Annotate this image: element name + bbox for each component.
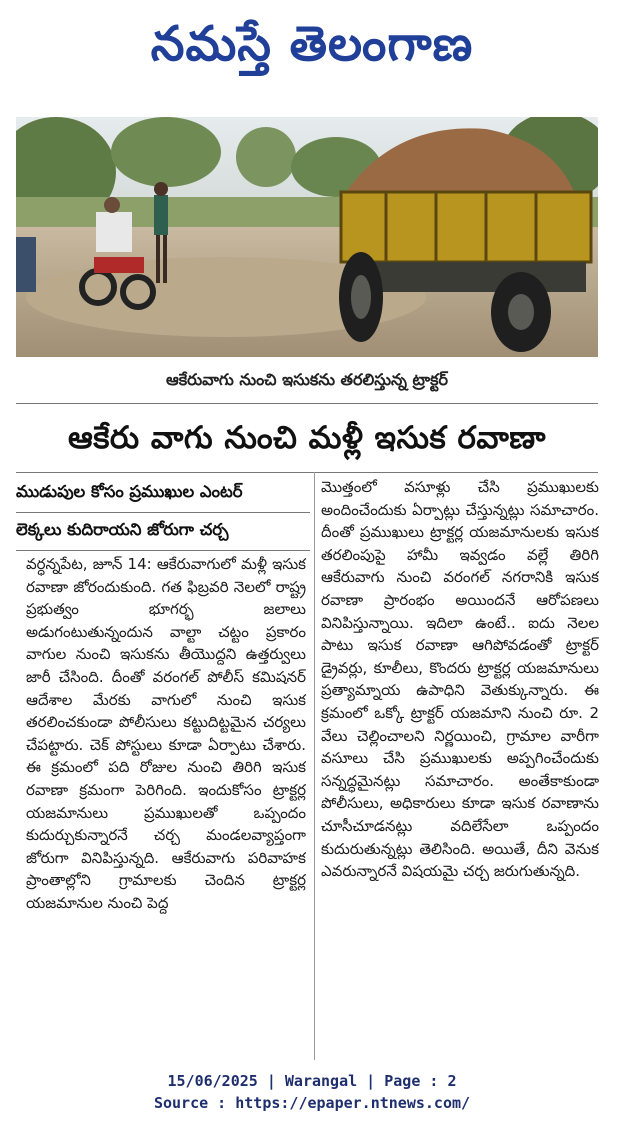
- footer-source-link[interactable]: Source : https://epaper.ntnews.com/: [153, 1094, 471, 1112]
- footer-date-edition: 15/06/2025 | Warangal | Page : 2: [167, 1072, 457, 1090]
- subhead-divider-2: [16, 550, 310, 551]
- article-column-2: [321, 476, 599, 1060]
- article-column-1: [26, 553, 306, 1061]
- article-subhead-2: లెక్కలు కుదిరాయని జోరుగా చర్చ: [16, 519, 229, 539]
- article-column-1-text: వర్ధన్నపేట, జూన్ 14: ఆకేరువాగులో మళ్లీ ఇసుక రవాణా జోరందుకుంది. గత ఫిబ్రవరి నెలలో రాష్ట్ర ప్రభుత్వం భూగర్భ జలాలు అడుగంటుతున్నందున వాల్టా చట్టం ప్రకారం వాగుల నుంచి ఇసుకను తీయొద్దని ఉత్తర్వులు జారీ చేసింది. దీంతో వరంగల్ పోలీస్ కమిషనర్ ఆదేశాల మేరకు వాగులో నుంచి ఇసుక తరలించకుండా పోలీసులు కట్టుదిట్టమైన చర్యలు చేపట్టారు. చెక్ పోస్టులు కూడా ఏర్పాటు చేశారు. ఈ క్రమంలో పది రోజుల నుంచి తిరిగి ఇసుక రవాణా క్రమంగా పెరిగింది. ఇందుకోసం ట్రాక్టర్ల యజమానులు ప్రముఖులతో ఒప్పందం కుదుర్చుకున్నారనే చర్చ మండలవ్యాప్తంగా జోరుగా వినిపిస్తున్నది. ఆకేరువాగు పరివాహక ప్రాంతాల్లోని గ్రామాలకు చెందిన ట్రాక్టర్ల యజమానుల నుంచి పెద్ద: [26, 555, 306, 912]
- tractor-photo-illustration: [16, 117, 598, 357]
- article-headline: ఆకేరు వాగు నుంచి మళ్లీ ఇసుక రవాణా: [68, 419, 546, 456]
- subhead-divider-1: [16, 512, 310, 513]
- headline-divider: [16, 472, 598, 473]
- masthead: [0, 4, 624, 96]
- article-subhead-1: ముడుపుల కోసం ప్రముఖుల ఎంటర్: [16, 481, 243, 501]
- news-photo: [16, 117, 598, 357]
- photo-caption: ఆకేరువాగు నుంచి ఇసుకను తరలిస్తున్న ట్రాక్టర్: [166, 369, 448, 389]
- masthead-title: నమస్తే తెలంగాణ: [150, 16, 474, 72]
- caption-divider: [16, 403, 598, 404]
- article-column-2-text: మొత్తంలో వసూళ్లు చేసి ప్రముఖులకు అందించేందుకు ఏర్పాట్లు చేస్తున్నట్లు సమాచారం. దీంతో ప్రముఖులు ట్రాక్టర్ల యజమానులకు ఇసుక తరలింపుపై హామీ ఇవ్వడం వల్లే తిరిగి ఆకేరువాగు నుంచి వరంగల్ నగరానికి ఇసుక రవాణా ప్రారంభం అయిందనే ఆరోపణలు వినిపిస్తున్నాయి. ఇదిలా ఉంటే.. ఐదు నెలల పాటు ఇసుక రవాణా ఆగిపోవడంతో ట్రాక్టర్ డ్రైవర్లు, కూలీలు, కొందరు ట్రాక్టర్ల యజమానులు ప్రత్యామ్నాయ ఉపాధిని వెతుక్కున్నారు. ఈ క్రమంలో ఒక్కో ట్రాక్టర్ యజమాని నుంచి రూ. 2 వేలు చెల్లించాలని నిర్ణయించి, గ్రామాల వారీగా వసూలు చేసి ప్రముఖులకు అప్పగించేందుకు సన్నద్ధమైనట్లు సమాచారం. అంతేకాకుండా పోలీసులు, అధికారులు కూడా ఇసుక రవాణాను చూసీచూడనట్లు వదిలేసేలా ఒప్పందం కుదురుతున్నట్లు తెలిసింది. అయితే, దీని వెనుక ఎవరున్నారనే విషయమై చర్చ జరుగుతున్నది.: [321, 478, 599, 881]
- column-divider: [314, 472, 315, 1060]
